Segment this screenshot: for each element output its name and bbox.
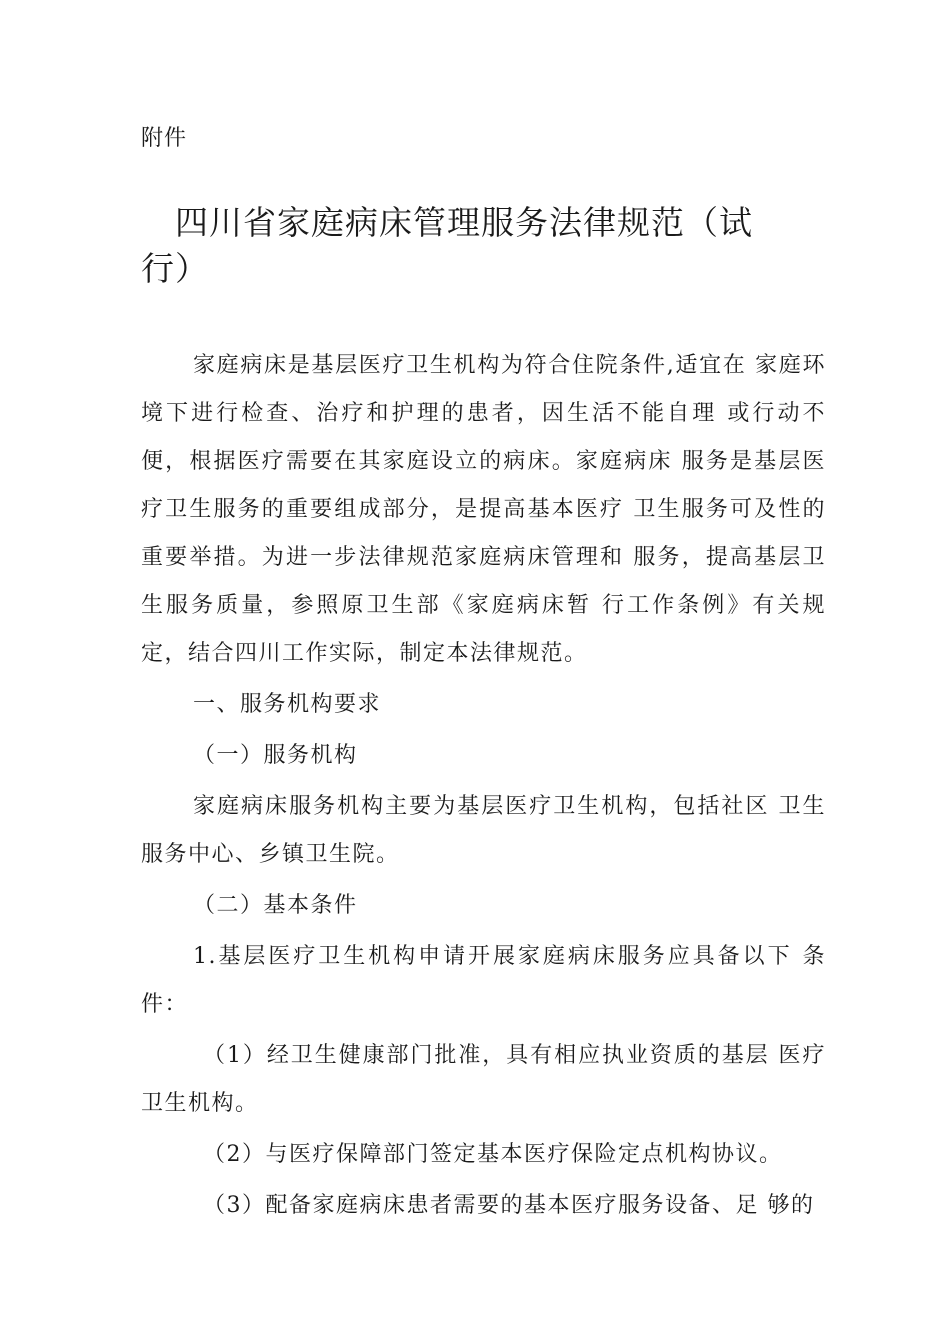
condition-subitem-3: （3）配备家庭病床患者需要的基本医疗服务设备、足 够的	[203, 1193, 815, 1218]
condition-item-1: 1.基层医疗卫生机构申请开展家庭病床服务应具备以下 条件：	[141, 944, 826, 1017]
attachment-label: 附件	[141, 126, 188, 151]
document-title: 四川省家庭病床管理服务法律规范（试行）	[141, 203, 753, 288]
condition-subitem-2: （2）与医疗保障部门签定基本医疗保险定点机构协议。	[203, 1142, 783, 1167]
section-heading-service-institution-requirements: 一、服务机构要求	[193, 692, 382, 717]
condition-subitem-1: （1）经卫生健康部门批准，具有相应执业资质的基层 医疗卫生机构。	[141, 1043, 826, 1116]
service-institution-paragraph: 家庭病床服务机构主要为基层医疗卫生机构，包括社区 卫生服务中心、乡镇卫生院。	[141, 794, 826, 867]
subsection-heading-basic-conditions: （二）基本条件	[193, 893, 358, 918]
intro-paragraph: 家庭病床是基层医疗卫生机构为符合住院条件,适宜在 家庭环境下进行检查、治疗和护理的患者，因生活不能自理 或行动不便，根据医疗需要在其家庭设立的病床。家庭病床 服务是基层医疗卫生服务的重要组成部分，是提高基本医疗 卫生服务可及性的重要举措。为进一步法律规范家庭病床管理和 服务，提高基层卫生服务质量，参照原卫生部《家庭病床暂 行工作条例》有关规定，结合四川工作实际，制定本法律规范。	[141, 353, 826, 666]
document-body	[141, 342, 826, 1230]
subsection-heading-service-institution: （一）服务机构	[193, 743, 358, 768]
